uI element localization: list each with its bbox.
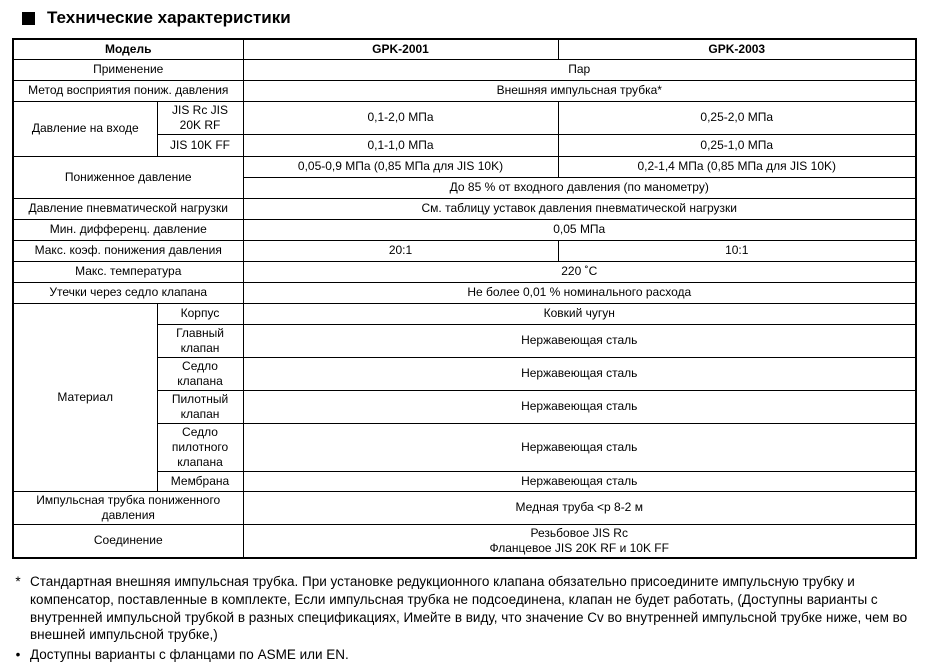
label-ponizhennoe: Пониженное давление	[13, 156, 243, 198]
footnote-bullet-marker: •	[15, 647, 21, 663]
value-soedinenie-line2: Фланцевое JIS 20K RF и 10K FF	[489, 540, 669, 555]
sublabel-jis-10k: JIS 10K FF	[157, 134, 243, 156]
sublabel-pilotny-klapan: Пилотный клапан	[157, 390, 243, 423]
label-pnevmo: Давление пневматической нагрузки	[13, 198, 243, 219]
value-metod: Внешняя импульсная трубка*	[243, 80, 916, 101]
label-material: Материал	[13, 303, 157, 491]
page-title	[0, 0, 926, 28]
value-pnevmo: См. таблицу уставок давления пневматической нагрузки	[243, 198, 916, 219]
sublabel-jis-rc-20k: JIS Rc JIS 20K RF	[157, 101, 243, 134]
value-ponizhennoe-full: До 85 % от входного давления (по манометру)	[243, 177, 916, 198]
value-jis-rc-20k-gpk2003: 0,25-2,0 МПа	[558, 101, 916, 134]
footnote-flanges	[6, 646, 920, 664]
sublabel-sedlo-klapana: Седло клапана	[157, 357, 243, 390]
sublabel-membrana: Мембрана	[157, 471, 243, 491]
title-square-icon	[22, 12, 35, 25]
value-korpus: Ковкий чугун	[243, 303, 916, 324]
table-row	[13, 240, 916, 261]
footnote-impulse-tube	[6, 573, 920, 644]
value-max-koef-gpk2003: 10:1	[558, 240, 916, 261]
table-row	[13, 219, 916, 240]
table-row	[13, 80, 916, 101]
label-max-koef: Макс. коэф. понижения давления	[13, 240, 243, 261]
header-gpk-2001: GPK-2001	[243, 39, 558, 59]
value-soedinenie-line1: Резьбовое JIS Rc	[530, 525, 628, 540]
value-ponizhennoe-gpk2001: 0,05-0,9 МПа (0,85 МПа для JIS 10K)	[243, 156, 558, 177]
label-davlenie-vhode: Давление на входе	[13, 101, 157, 156]
value-min-diff: 0,05 МПа	[243, 219, 916, 240]
table-row	[13, 282, 916, 303]
table-row	[13, 303, 916, 324]
table-row	[13, 491, 916, 524]
table-row	[13, 524, 916, 558]
table-row	[13, 261, 916, 282]
table-row	[13, 101, 916, 134]
table-row	[13, 59, 916, 80]
footnote-text: Доступны варианты с фланцами по ASME или EN.	[30, 647, 349, 663]
table-row	[13, 156, 916, 177]
value-ponizhennoe-gpk2003: 0,2-1,4 МПа (0,85 МПа для JIS 10K)	[558, 156, 916, 177]
footnotes	[6, 573, 920, 664]
label-min-diff: Мин. дифференц. давление	[13, 219, 243, 240]
value-pilotny-klapan: Нержавеющая сталь	[243, 390, 916, 423]
value-utechki: Не более 0,01 % номинального расхода	[243, 282, 916, 303]
label-impulsnaya: Импульсная трубка пониженного давления	[13, 491, 243, 524]
label-soedinenie: Соединение	[13, 524, 243, 558]
label-utechki: Утечки через седло клапана	[13, 282, 243, 303]
value-jis-rc-20k-gpk2001: 0,1-2,0 МПа	[243, 101, 558, 134]
table-row	[13, 39, 916, 59]
value-glavny-klapan: Нержавеющая сталь	[243, 324, 916, 357]
value-primenenie: Пар	[243, 59, 916, 80]
table-row	[13, 198, 916, 219]
value-max-temp: 220 ˚C	[243, 261, 916, 282]
value-soedinenie	[243, 524, 916, 558]
footnote-asterisk-marker: *	[15, 574, 21, 589]
sublabel-sedlo-pilotnogo: Седло пилотного клапана	[157, 423, 243, 471]
value-max-koef-gpk2001: 20:1	[243, 240, 558, 261]
page-title-text: Технические характеристики	[47, 8, 291, 27]
header-gpk-2003: GPK-2003	[558, 39, 916, 59]
header-model: Модель	[13, 39, 243, 59]
value-jis-10k-gpk2001: 0,1-1,0 МПа	[243, 134, 558, 156]
label-metod: Метод восприятия пониж. давления	[13, 80, 243, 101]
value-sedlo-pilotnogo: Нержавеющая сталь	[243, 423, 916, 471]
value-jis-10k-gpk2003: 0,25-1,0 МПа	[558, 134, 916, 156]
sublabel-glavny-klapan: Главный клапан	[157, 324, 243, 357]
value-impulsnaya: Медная труба <р 8-2 м	[243, 491, 916, 524]
sublabel-korpus: Корпус	[157, 303, 243, 324]
label-max-temp: Макс. температура	[13, 261, 243, 282]
label-primenenie: Применение	[13, 59, 243, 80]
value-sedlo-klapana: Нержавеющая сталь	[243, 357, 916, 390]
spec-table	[12, 38, 917, 559]
footnote-text: Стандартная внешняя импульсная трубка. При установке редукционного клапана обязательно присоедините импульсную трубку и компенсатор, поставленные в комплекте, Если импульсная трубка не подсоединена, клапан не будет работать, (Доступны варианты с внутренней импульсной трубкой в разных спецификациях, Имейте в виду, что значение Cv во внутренней импульсной трубке ниже, чем во внешней импульсной трубке,)	[30, 574, 908, 643]
value-membrana: Нержавеющая сталь	[243, 471, 916, 491]
